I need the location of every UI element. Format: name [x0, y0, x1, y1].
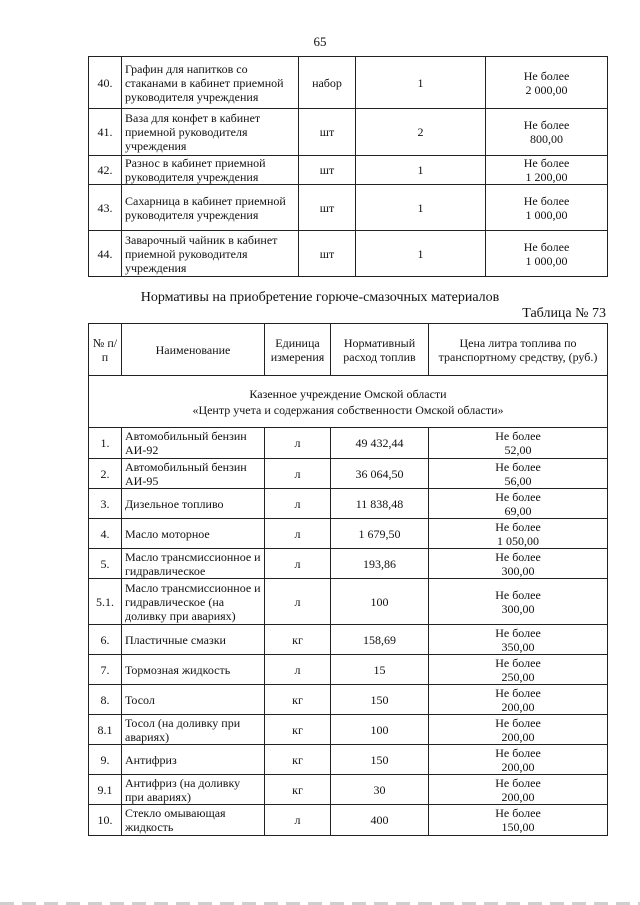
material-norm: 150: [331, 745, 429, 775]
material-name: Пластичные смазки: [122, 625, 265, 655]
material-norm: 49 432,44: [331, 428, 429, 459]
price-value: 200,00: [501, 699, 535, 714]
material-unit: л: [265, 489, 331, 519]
material-unit: л: [265, 519, 331, 549]
table-row: [89, 428, 608, 459]
table-row: [89, 685, 608, 715]
table-row: [89, 579, 608, 625]
group-row: [89, 376, 608, 428]
item-price: [486, 231, 608, 277]
material-unit: кг: [265, 775, 331, 805]
material-unit: кг: [265, 745, 331, 775]
material-price: [429, 519, 608, 549]
material-name: Автомобильный бензин АИ-95: [122, 459, 265, 489]
material-price: [429, 805, 608, 836]
material-price: [429, 715, 608, 745]
item-quantity: 2: [356, 109, 486, 156]
material-norm: 150: [331, 685, 429, 715]
table-row: [89, 185, 608, 231]
item-quantity: 1: [356, 156, 486, 185]
price-value: 250,00: [501, 669, 535, 684]
material-price: [429, 579, 608, 625]
row-number: 5.1.: [89, 579, 122, 625]
table-row: [89, 109, 608, 156]
material-price: [429, 775, 608, 805]
price-limit-text: Не более: [523, 193, 570, 208]
row-number: 8.1: [89, 715, 122, 745]
material-unit: л: [265, 428, 331, 459]
material-norm: 193,86: [331, 549, 429, 579]
item-unit: шт: [299, 109, 356, 156]
price-limit-text: Не более: [495, 519, 541, 534]
header-price: Цена литра топлива по транспортному средству, (руб.): [429, 324, 608, 376]
material-name: Масло трансмиссионное и гидравлическое: [122, 549, 265, 579]
material-name: Тосол (на доливку при авариях): [122, 715, 265, 745]
item-name: Заварочный чайник в кабинет приемной руководителя учреждения: [122, 231, 299, 277]
material-unit: кг: [265, 625, 331, 655]
material-price: [429, 428, 608, 459]
header-norm: Нормативный расход топлив: [331, 324, 429, 376]
price-limit-text: Не более: [495, 806, 541, 820]
material-norm: 11 838,48: [331, 489, 429, 519]
item-unit: шт: [299, 185, 356, 231]
material-norm: 100: [331, 715, 429, 745]
table-row: [89, 805, 608, 836]
price-value: 1 200,00: [525, 170, 568, 184]
price-value: 1 000,00: [525, 207, 568, 222]
price-limit-text: Не более: [495, 459, 541, 474]
row-number: 6.: [89, 625, 122, 655]
price-value: 69,00: [504, 503, 532, 518]
item-price: [486, 109, 608, 156]
material-price: [429, 745, 608, 775]
group-title-line2: «Центр учета и содержания собственности Омской области»: [192, 402, 504, 417]
table-row: [89, 459, 608, 489]
price-value: 2 000,00: [525, 82, 568, 97]
material-norm: 36 064,50: [331, 459, 429, 489]
row-number: 9.1: [89, 775, 122, 805]
price-limit-text: Не более: [495, 685, 541, 700]
price-value: 800,00: [530, 132, 563, 146]
items-table-continued: [88, 56, 608, 277]
price-limit-text: Не более: [495, 715, 541, 730]
group-title-line1: Казенное учреждение Омской области: [249, 386, 447, 401]
material-unit: кг: [265, 685, 331, 715]
price-limit-text: Не более: [495, 745, 541, 760]
material-name: Тормозная жидкость: [122, 655, 265, 685]
section-title: Нормативы на приобретение горюче-смазочных материалов: [140, 290, 500, 305]
material-price: [429, 625, 608, 655]
price-value: 200,00: [501, 789, 535, 804]
material-norm: 15: [331, 655, 429, 685]
material-unit: л: [265, 805, 331, 836]
price-limit-text: Не более: [495, 655, 541, 670]
price-limit-text: Не более: [523, 239, 570, 254]
material-name: Дизельное топливо: [122, 489, 265, 519]
item-name: Графин для напитков со стаканами в кабинет приемной руководителя учреждения: [122, 57, 299, 109]
row-number: 40.: [89, 57, 122, 109]
table-row: [89, 715, 608, 745]
table-row: [89, 655, 608, 685]
price-value: 52,00: [504, 443, 532, 457]
row-number: 1.: [89, 428, 122, 459]
material-norm: 1 679,50: [331, 519, 429, 549]
table-row: [89, 231, 608, 277]
material-unit: л: [265, 579, 331, 625]
fuel-norms-body: [89, 376, 608, 836]
fuel-norms-table: [88, 323, 608, 836]
header-unit: Единица измерения: [265, 324, 331, 376]
item-price: [486, 156, 608, 185]
material-unit: кг: [265, 715, 331, 745]
price-limit-text: Не более: [495, 549, 541, 564]
items-table-body: [89, 57, 608, 277]
price-value: 56,00: [504, 473, 532, 488]
price-limit-text: Не более: [495, 429, 541, 443]
item-unit: набор: [299, 57, 356, 109]
price-limit-text: Не более: [495, 587, 541, 602]
material-norm: 30: [331, 775, 429, 805]
material-norm: 158,69: [331, 625, 429, 655]
row-number: 43.: [89, 185, 122, 231]
material-norm: 400: [331, 805, 429, 836]
row-number: 9.: [89, 745, 122, 775]
table-row: [89, 549, 608, 579]
table-row: [89, 745, 608, 775]
item-unit: шт: [299, 231, 356, 277]
material-price: [429, 549, 608, 579]
table-number-label: Таблица № 73: [522, 306, 606, 321]
material-name: Автомобильный бензин АИ-92: [122, 428, 265, 459]
price-limit-text: Не более: [495, 489, 541, 504]
row-number: 3.: [89, 489, 122, 519]
price-value: 150,00: [501, 820, 535, 834]
row-number: 8.: [89, 685, 122, 715]
row-number: 42.: [89, 156, 122, 185]
material-price: [429, 655, 608, 685]
price-limit-text: Не более: [523, 156, 570, 170]
price-limit-text: Не более: [495, 625, 541, 640]
material-norm: 100: [331, 579, 429, 625]
item-price: [486, 57, 608, 109]
row-number: 41.: [89, 109, 122, 156]
item-quantity: 1: [356, 231, 486, 277]
material-name: Масло моторное: [122, 519, 265, 549]
row-number: 7.: [89, 655, 122, 685]
price-value: 1 000,00: [525, 253, 568, 268]
material-price: [429, 685, 608, 715]
material-price: [429, 459, 608, 489]
item-quantity: 1: [356, 185, 486, 231]
material-name: Антифриз (на доливку при авариях): [122, 775, 265, 805]
row-number: 10.: [89, 805, 122, 836]
row-number: 4.: [89, 519, 122, 549]
material-name: Тосол: [122, 685, 265, 715]
header-name: Наименование: [122, 324, 265, 376]
table-row: [89, 489, 608, 519]
material-name: Стекло омывающая жидкость: [122, 805, 265, 836]
group-title: [89, 376, 608, 428]
item-quantity: 1: [356, 57, 486, 109]
item-name: Сахарница в кабинет приемной руководителя учреждения: [122, 185, 299, 231]
material-unit: л: [265, 655, 331, 685]
price-value: 300,00: [501, 563, 535, 578]
row-number: 5.: [89, 549, 122, 579]
price-limit-text: Не более: [523, 118, 570, 132]
item-unit: шт: [299, 156, 356, 185]
header-row: [89, 324, 608, 376]
table-header: [89, 324, 608, 376]
row-number: 44.: [89, 231, 122, 277]
material-name: Антифриз: [122, 745, 265, 775]
price-value: 350,00: [501, 639, 535, 654]
price-value: 1 050,00: [497, 533, 539, 548]
material-name: Масло трансмиссионное и гидравлическое (на доливку при авариях): [122, 579, 265, 625]
table-row: [89, 519, 608, 549]
material-price: [429, 489, 608, 519]
table-row: [89, 57, 608, 109]
price-value: 200,00: [501, 729, 535, 744]
header-num: № п/п: [89, 324, 122, 376]
table-row: [89, 156, 608, 185]
table-row: [89, 775, 608, 805]
item-name: Разнос в кабинет приемной руководителя учреждения: [122, 156, 299, 185]
price-limit-text: Не более: [495, 775, 541, 790]
price-value: 200,00: [501, 759, 535, 774]
row-number: 2.: [89, 459, 122, 489]
page-number: 65: [313, 34, 327, 49]
item-price: [486, 185, 608, 231]
material-unit: л: [265, 459, 331, 489]
price-limit-text: Не более: [523, 68, 570, 83]
table-row: [89, 625, 608, 655]
material-unit: л: [265, 549, 331, 579]
price-value: 300,00: [501, 601, 535, 616]
item-name: Ваза для конфет в кабинет приемной руководителя учреждения: [122, 109, 299, 156]
